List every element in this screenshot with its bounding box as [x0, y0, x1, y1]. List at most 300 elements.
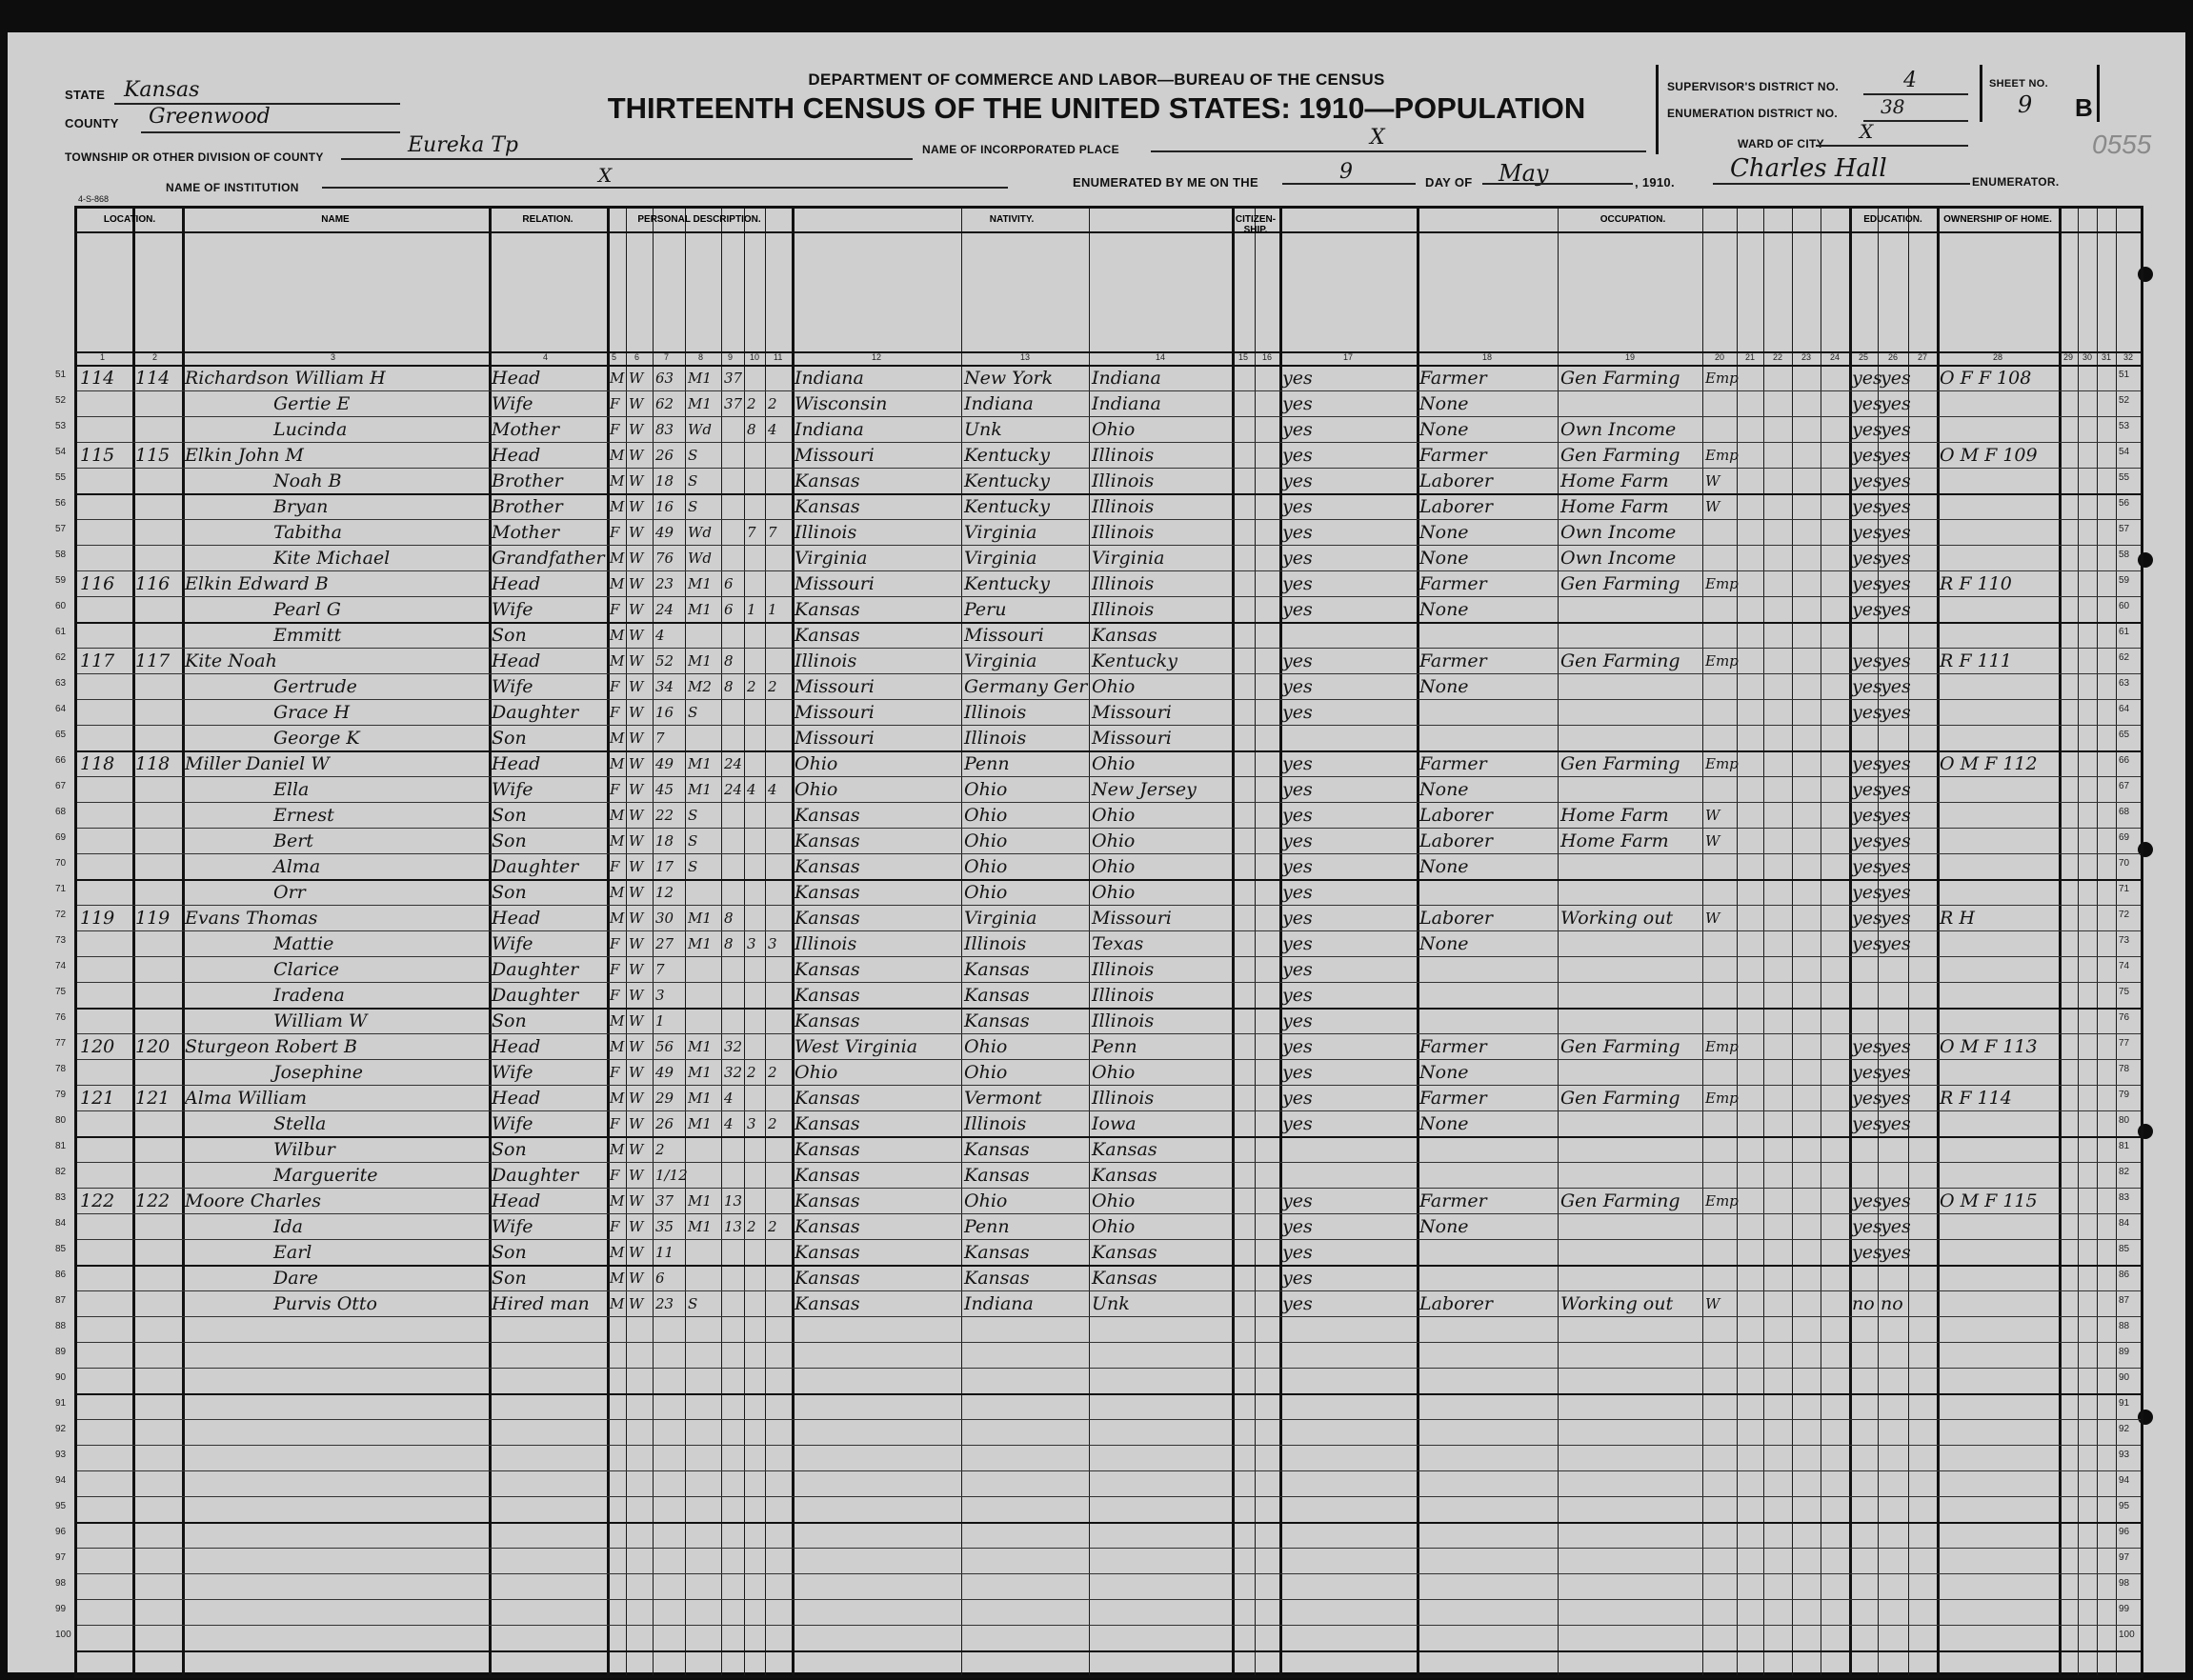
entry-pob: Kansas [795, 1010, 860, 1031]
entry-write: yes [1881, 882, 1911, 903]
entry-age: 22 [655, 807, 674, 824]
entry-pob: Wisconsin [795, 393, 888, 414]
entry-trade: Farmer [1419, 650, 1487, 671]
column-number: 27 [1918, 352, 1928, 362]
column-number: 21 [1745, 352, 1756, 362]
column-number: 18 [1482, 352, 1493, 362]
entry-pobm: Illinois [1092, 959, 1155, 980]
entry-age: 45 [655, 781, 674, 798]
entry-pob: Ohio [795, 753, 838, 774]
county-label: COUNTY [65, 116, 119, 130]
entry-race: W [629, 935, 644, 952]
row-rule [77, 648, 2141, 649]
entry-sex: M [610, 1295, 625, 1312]
entry-own: O M F 112 [1940, 753, 2038, 774]
row-rule [77, 1548, 2141, 1549]
entry-eng: yes [1282, 1088, 1313, 1109]
entry-emp: Emp [1705, 652, 1739, 670]
line-number: 74 [2119, 961, 2130, 971]
entry-read: yes [1852, 856, 1882, 877]
entry-pobf: Kentucky [964, 573, 1050, 594]
entry-read: yes [1852, 779, 1882, 800]
entry-trade: None [1419, 676, 1469, 697]
entry-sex: M [610, 884, 625, 901]
line-number: 63 [55, 678, 67, 689]
entry-trade: None [1419, 393, 1469, 414]
column-rule [765, 209, 766, 1675]
entry-name: Dare [273, 1268, 318, 1289]
entry-age: 35 [655, 1218, 674, 1235]
column-rule [1937, 209, 1940, 1675]
entry-age: 23 [655, 575, 674, 592]
entry-name: Kite Michael [273, 548, 391, 569]
entry-pobm: Penn [1092, 1036, 1137, 1057]
entry-read: yes [1852, 908, 1882, 929]
line-number: 55 [55, 472, 67, 483]
entry-sex: M [610, 575, 625, 592]
entry-eng: yes [1282, 1242, 1313, 1263]
entry-write: yes [1881, 933, 1911, 954]
entry-ind: Home Farm [1560, 470, 1669, 491]
entry-pobm: Ohio [1092, 753, 1136, 774]
line-number: 100 [2119, 1630, 2135, 1640]
entry-name: Tabitha [273, 522, 342, 543]
entry-name: Orr [273, 882, 306, 903]
entry-read: yes [1852, 933, 1882, 954]
entry-pobm: Ohio [1092, 882, 1136, 903]
entry-race: W [629, 961, 644, 978]
entry-race: W [629, 832, 644, 850]
entry-rel: Daughter [492, 1165, 579, 1186]
entry-pobm: Ohio [1092, 1216, 1136, 1237]
line-number: 69 [55, 832, 67, 843]
entry-pobm: Ohio [1092, 1190, 1136, 1211]
entry-sex: F [610, 704, 620, 721]
entry-eng: yes [1282, 1190, 1313, 1211]
entry-eng: yes [1282, 908, 1313, 929]
entry-pobm: Unk [1092, 1293, 1130, 1314]
header-rule [77, 231, 2141, 233]
entry-eng: yes [1282, 830, 1313, 851]
line-number: 75 [2119, 987, 2130, 997]
line-number: 65 [55, 730, 67, 740]
entry-pobm: Indiana [1092, 393, 1161, 414]
entry-rel: Mother [492, 522, 560, 543]
line-number: 83 [55, 1192, 67, 1203]
entry-pob: Kansas [795, 830, 860, 851]
entry-ms: M1 [688, 1192, 712, 1210]
entry-rel: Son [492, 1139, 527, 1160]
column-rule [1792, 209, 1793, 1675]
incorporated-place-label: NAME OF INCORPORATED PLACE [922, 143, 1119, 156]
entry-rel: Head [492, 368, 541, 389]
column-number: 4 [543, 352, 549, 362]
row-rule [77, 982, 2141, 983]
line-number: 98 [55, 1578, 67, 1589]
entry-name: Moore Charles [185, 1190, 321, 1211]
entry-dw: 121 [80, 1088, 115, 1109]
line-number: 56 [55, 498, 67, 509]
enumerated-month: May [1499, 160, 1549, 187]
entry-sex: F [610, 524, 620, 541]
entry-ind: Gen Farming [1560, 368, 1680, 389]
entry-name: George K [273, 728, 360, 749]
entry-pobm: Ohio [1092, 419, 1136, 440]
row-rule [77, 1342, 2141, 1343]
entry-eng: yes [1282, 779, 1313, 800]
entry-ch2: 2 [768, 1218, 777, 1235]
entry-write: yes [1881, 779, 1911, 800]
entry-pob: Kansas [795, 1088, 860, 1109]
entry-pob: Missouri [795, 702, 875, 723]
entry-pobm: Missouri [1092, 908, 1172, 929]
entry-race: W [629, 678, 644, 695]
entry-sex: M [610, 472, 625, 490]
entry-pob: Ohio [795, 779, 838, 800]
line-number: 68 [55, 807, 67, 817]
entry-sex: M [610, 910, 625, 927]
entry-name: Miller Daniel W [185, 753, 330, 774]
entry-sex: M [610, 1192, 625, 1210]
entry-fam: 120 [135, 1036, 171, 1057]
column-number: 25 [1859, 352, 1869, 362]
line-number: 77 [55, 1038, 67, 1049]
entry-own: O M F 115 [1940, 1190, 2038, 1211]
entry-eng: yes [1282, 368, 1313, 389]
row-rule [77, 828, 2141, 829]
entry-pob: Kansas [795, 959, 860, 980]
entry-read: yes [1852, 676, 1882, 697]
entry-ms: S [688, 832, 698, 850]
entry-dw: 119 [80, 908, 115, 929]
line-number: 64 [55, 704, 67, 714]
column-group-heading: LOCATION. [103, 214, 156, 225]
entry-ms: Wd [688, 524, 713, 541]
entry-rel: Daughter [492, 959, 579, 980]
entry-write: yes [1881, 419, 1911, 440]
column-group-heading: RELATION. [522, 214, 573, 225]
entry-eng: yes [1282, 933, 1313, 954]
entry-eng: yes [1282, 1062, 1313, 1083]
entry-sex: F [610, 1064, 620, 1081]
entry-trade: Laborer [1419, 805, 1493, 826]
entry-race: W [629, 858, 644, 875]
institution-label: NAME OF INSTITUTION [166, 181, 299, 194]
line-number: 89 [55, 1347, 67, 1357]
entry-race: W [629, 395, 644, 412]
entry-race: W [629, 730, 644, 747]
entry-pobf: Indiana [964, 393, 1034, 414]
entry-read: yes [1852, 805, 1882, 826]
entry-ind: Home Farm [1560, 805, 1669, 826]
line-number: 96 [2119, 1527, 2130, 1537]
entry-pob: Missouri [795, 676, 875, 697]
line-number: 94 [2119, 1475, 2130, 1486]
entry-sex: M [610, 1090, 625, 1107]
entry-ch1: 4 [747, 781, 756, 798]
row-rule [77, 699, 2141, 700]
entry-trade: Farmer [1419, 1036, 1487, 1057]
entry-emp: W [1705, 472, 1720, 490]
entry-sex: F [610, 421, 620, 438]
entry-pob: Kansas [795, 856, 860, 877]
entry-ms: S [688, 858, 698, 875]
entry-race: W [629, 704, 644, 721]
entry-emp: Emp [1705, 1090, 1739, 1107]
entry-rel: Daughter [492, 985, 579, 1006]
line-number: 71 [55, 884, 67, 894]
entry-name: Elkin Edward B [185, 573, 329, 594]
entry-eng: yes [1282, 676, 1313, 697]
row-rule [77, 390, 2141, 391]
entry-pob: Kansas [795, 1293, 860, 1314]
line-number: 80 [2119, 1115, 2130, 1126]
entry-pobm: Virginia [1092, 548, 1165, 569]
entry-name: Purvis Otto [273, 1293, 377, 1314]
entry-pobm: Kansas [1092, 1165, 1157, 1186]
entry-sex: M [610, 447, 625, 464]
ward-label: WARD OF CITY [1738, 137, 1824, 150]
entry-race: W [629, 498, 644, 515]
entry-write: yes [1881, 573, 1911, 594]
entry-name: Evans Thomas [185, 908, 318, 929]
column-group-heading: NAME [321, 214, 350, 225]
column-number: 11 [774, 352, 783, 362]
entry-rel: Wife [492, 933, 533, 954]
line-number: 58 [55, 550, 67, 560]
entry-yrs: 4 [724, 1115, 734, 1132]
row-rule [77, 905, 2141, 906]
entry-sex: F [610, 781, 620, 798]
entry-race: W [629, 1244, 644, 1261]
entry-rel: Son [492, 830, 527, 851]
line-number: 62 [2119, 652, 2130, 663]
entry-age: 7 [655, 961, 665, 978]
township-label: TOWNSHIP OR OTHER DIVISION OF COUNTY [65, 150, 324, 164]
entry-write: yes [1881, 522, 1911, 543]
line-number: 93 [2119, 1450, 2130, 1460]
entry-sex: F [610, 987, 620, 1004]
column-rule [653, 209, 654, 1675]
entry-read: yes [1852, 882, 1882, 903]
entry-pob: Illinois [795, 650, 857, 671]
line-number: 81 [2119, 1141, 2130, 1151]
entry-pobm: Kentucky [1092, 650, 1177, 671]
entry-ind: Gen Farming [1560, 1190, 1680, 1211]
entry-age: 29 [655, 1090, 674, 1107]
line-number: 83 [2119, 1192, 2130, 1203]
entry-ind: Own Income [1560, 522, 1677, 543]
entry-ms: M1 [688, 1064, 712, 1081]
entry-race: W [629, 370, 644, 387]
entry-fam: 114 [135, 368, 171, 389]
entry-ch2: 4 [768, 781, 777, 798]
line-number: 88 [2119, 1321, 2130, 1331]
entry-eng: yes [1282, 753, 1313, 774]
column-rule [961, 209, 962, 1675]
entry-name: Ernest [273, 805, 334, 826]
entry-eng: yes [1282, 1293, 1313, 1314]
entry-pob: Kansas [795, 470, 860, 491]
line-number: 54 [2119, 447, 2130, 457]
ward-value: X [1860, 120, 1874, 143]
entry-ch1: 1 [747, 601, 756, 618]
entry-pobf: Missouri [964, 625, 1044, 646]
entry-age: 1/12 [655, 1167, 688, 1184]
line-number: 80 [55, 1115, 67, 1126]
column-rule [721, 209, 722, 1675]
entry-pob: Kansas [795, 882, 860, 903]
entry-own: O F F 108 [1940, 368, 2032, 389]
entry-yrs: 37 [724, 395, 743, 412]
entry-name: Stella [273, 1113, 327, 1134]
enumeration-label: ENUMERATION DISTRICT NO. [1667, 107, 1838, 120]
entry-pob: Kansas [795, 1242, 860, 1263]
sheet-value: 9 [2018, 91, 2033, 118]
entry-write: yes [1881, 650, 1911, 671]
line-number: 96 [55, 1527, 67, 1537]
entry-name: Sturgeon Robert B [185, 1036, 357, 1057]
entry-ch1: 2 [747, 395, 756, 412]
entry-ch1: 8 [747, 421, 756, 438]
line-number: 95 [55, 1501, 67, 1511]
entry-race: W [629, 1141, 644, 1158]
entry-pob: Kansas [795, 496, 860, 517]
entry-sex: F [610, 601, 620, 618]
entry-pobf: Peru [964, 599, 1007, 620]
entry-rel: Mother [492, 419, 560, 440]
entry-eng: yes [1282, 1216, 1313, 1237]
entry-race: W [629, 1192, 644, 1210]
entry-ch2: 3 [768, 935, 777, 952]
entry-age: 49 [655, 755, 674, 772]
line-number: 52 [2119, 395, 2130, 406]
entry-name: Alma [273, 856, 321, 877]
entry-ms: M1 [688, 652, 712, 670]
entry-age: 76 [655, 550, 674, 567]
entry-eng: yes [1282, 702, 1313, 723]
entry-write: yes [1881, 1113, 1911, 1134]
entry-write: yes [1881, 753, 1911, 774]
entry-sex: M [610, 1270, 625, 1287]
column-rule [685, 209, 686, 1675]
entry-name: William W [273, 1010, 368, 1031]
entry-name: Iradena [273, 985, 345, 1006]
line-number: 70 [55, 858, 67, 869]
entry-pobm: Texas [1092, 933, 1144, 954]
row-rule [77, 1368, 2141, 1369]
entry-race: W [629, 1038, 644, 1055]
line-number: 73 [2119, 935, 2130, 946]
entry-race: W [629, 627, 644, 644]
entry-emp: Emp [1705, 1192, 1739, 1210]
row-rule [77, 1316, 2141, 1317]
entry-eng: yes [1282, 522, 1313, 543]
entry-age: 18 [655, 472, 674, 490]
entry-pobm: Ohio [1092, 676, 1136, 697]
entry-trade: None [1419, 1216, 1469, 1237]
line-number: 71 [2119, 884, 2130, 894]
entry-pobf: Kansas [964, 1165, 1030, 1186]
entry-sex: M [610, 1012, 625, 1030]
line-number: 82 [2119, 1167, 2130, 1177]
entry-ch1: 7 [747, 524, 756, 541]
entry-read: yes [1852, 1062, 1882, 1083]
entry-age: 34 [655, 678, 674, 695]
day-of-label: DAY OF [1425, 175, 1473, 190]
row-rule [77, 1470, 2141, 1471]
entry-ms: M1 [688, 910, 712, 927]
entry-fam: 118 [135, 753, 171, 774]
entry-rel: Hired man [492, 1293, 590, 1314]
entry-race: W [629, 781, 644, 798]
line-number: 70 [2119, 858, 2130, 869]
entry-pobf: Illinois [964, 1113, 1027, 1134]
entry-trade: Laborer [1419, 496, 1493, 517]
entry-ch1: 2 [747, 1064, 756, 1081]
entry-emp: Emp [1705, 1038, 1739, 1055]
entry-write: yes [1881, 856, 1911, 877]
entry-ms: M2 [688, 678, 712, 695]
entry-pobf: Kansas [964, 1010, 1030, 1031]
line-number: 59 [55, 575, 67, 586]
entry-age: 3 [655, 987, 665, 1004]
row-rule [77, 1650, 2141, 1652]
entry-ms: M1 [688, 370, 712, 387]
entry-sex: M [610, 832, 625, 850]
entry-rel: Head [492, 650, 541, 671]
entry-emp: W [1705, 807, 1720, 824]
entry-pob: Indiana [795, 368, 864, 389]
line-number: 93 [55, 1450, 67, 1460]
entry-ch2: 2 [768, 395, 777, 412]
entry-eng: yes [1282, 548, 1313, 569]
entry-sex: F [610, 1167, 620, 1184]
entry-pob: Kansas [795, 908, 860, 929]
entry-rel: Head [492, 573, 541, 594]
entry-name: Clarice [273, 959, 339, 980]
entry-name: Ella [273, 779, 310, 800]
row-rule [77, 1162, 2141, 1163]
line-number: 67 [2119, 781, 2130, 791]
column-number: 6 [634, 352, 640, 362]
entry-pobm: Missouri [1092, 728, 1172, 749]
column-rule [2078, 209, 2079, 1675]
line-number: 78 [2119, 1064, 2130, 1074]
line-number: 66 [55, 755, 67, 766]
column-number: 28 [1993, 352, 2003, 362]
entry-ms: M1 [688, 395, 712, 412]
entry-pobm: New Jersey [1092, 779, 1197, 800]
line-number: 89 [2119, 1347, 2130, 1357]
entry-pob: Kansas [795, 625, 860, 646]
entry-age: 6 [655, 1270, 665, 1287]
row-rule [77, 1393, 2141, 1395]
entry-yrs: 4 [724, 1090, 734, 1107]
entry-age: 26 [655, 1115, 674, 1132]
entry-ms: M1 [688, 1218, 712, 1235]
column-rule [626, 209, 627, 1675]
entry-trade: Farmer [1419, 753, 1487, 774]
entry-rel: Son [492, 1010, 527, 1031]
entry-trade: None [1419, 599, 1469, 620]
entry-ms: S [688, 704, 698, 721]
entry-rel: Brother [492, 470, 563, 491]
entry-rel: Daughter [492, 702, 579, 723]
entry-eng: yes [1282, 470, 1313, 491]
entry-rel: Head [492, 753, 541, 774]
entry-pobf: Kansas [964, 1139, 1030, 1160]
